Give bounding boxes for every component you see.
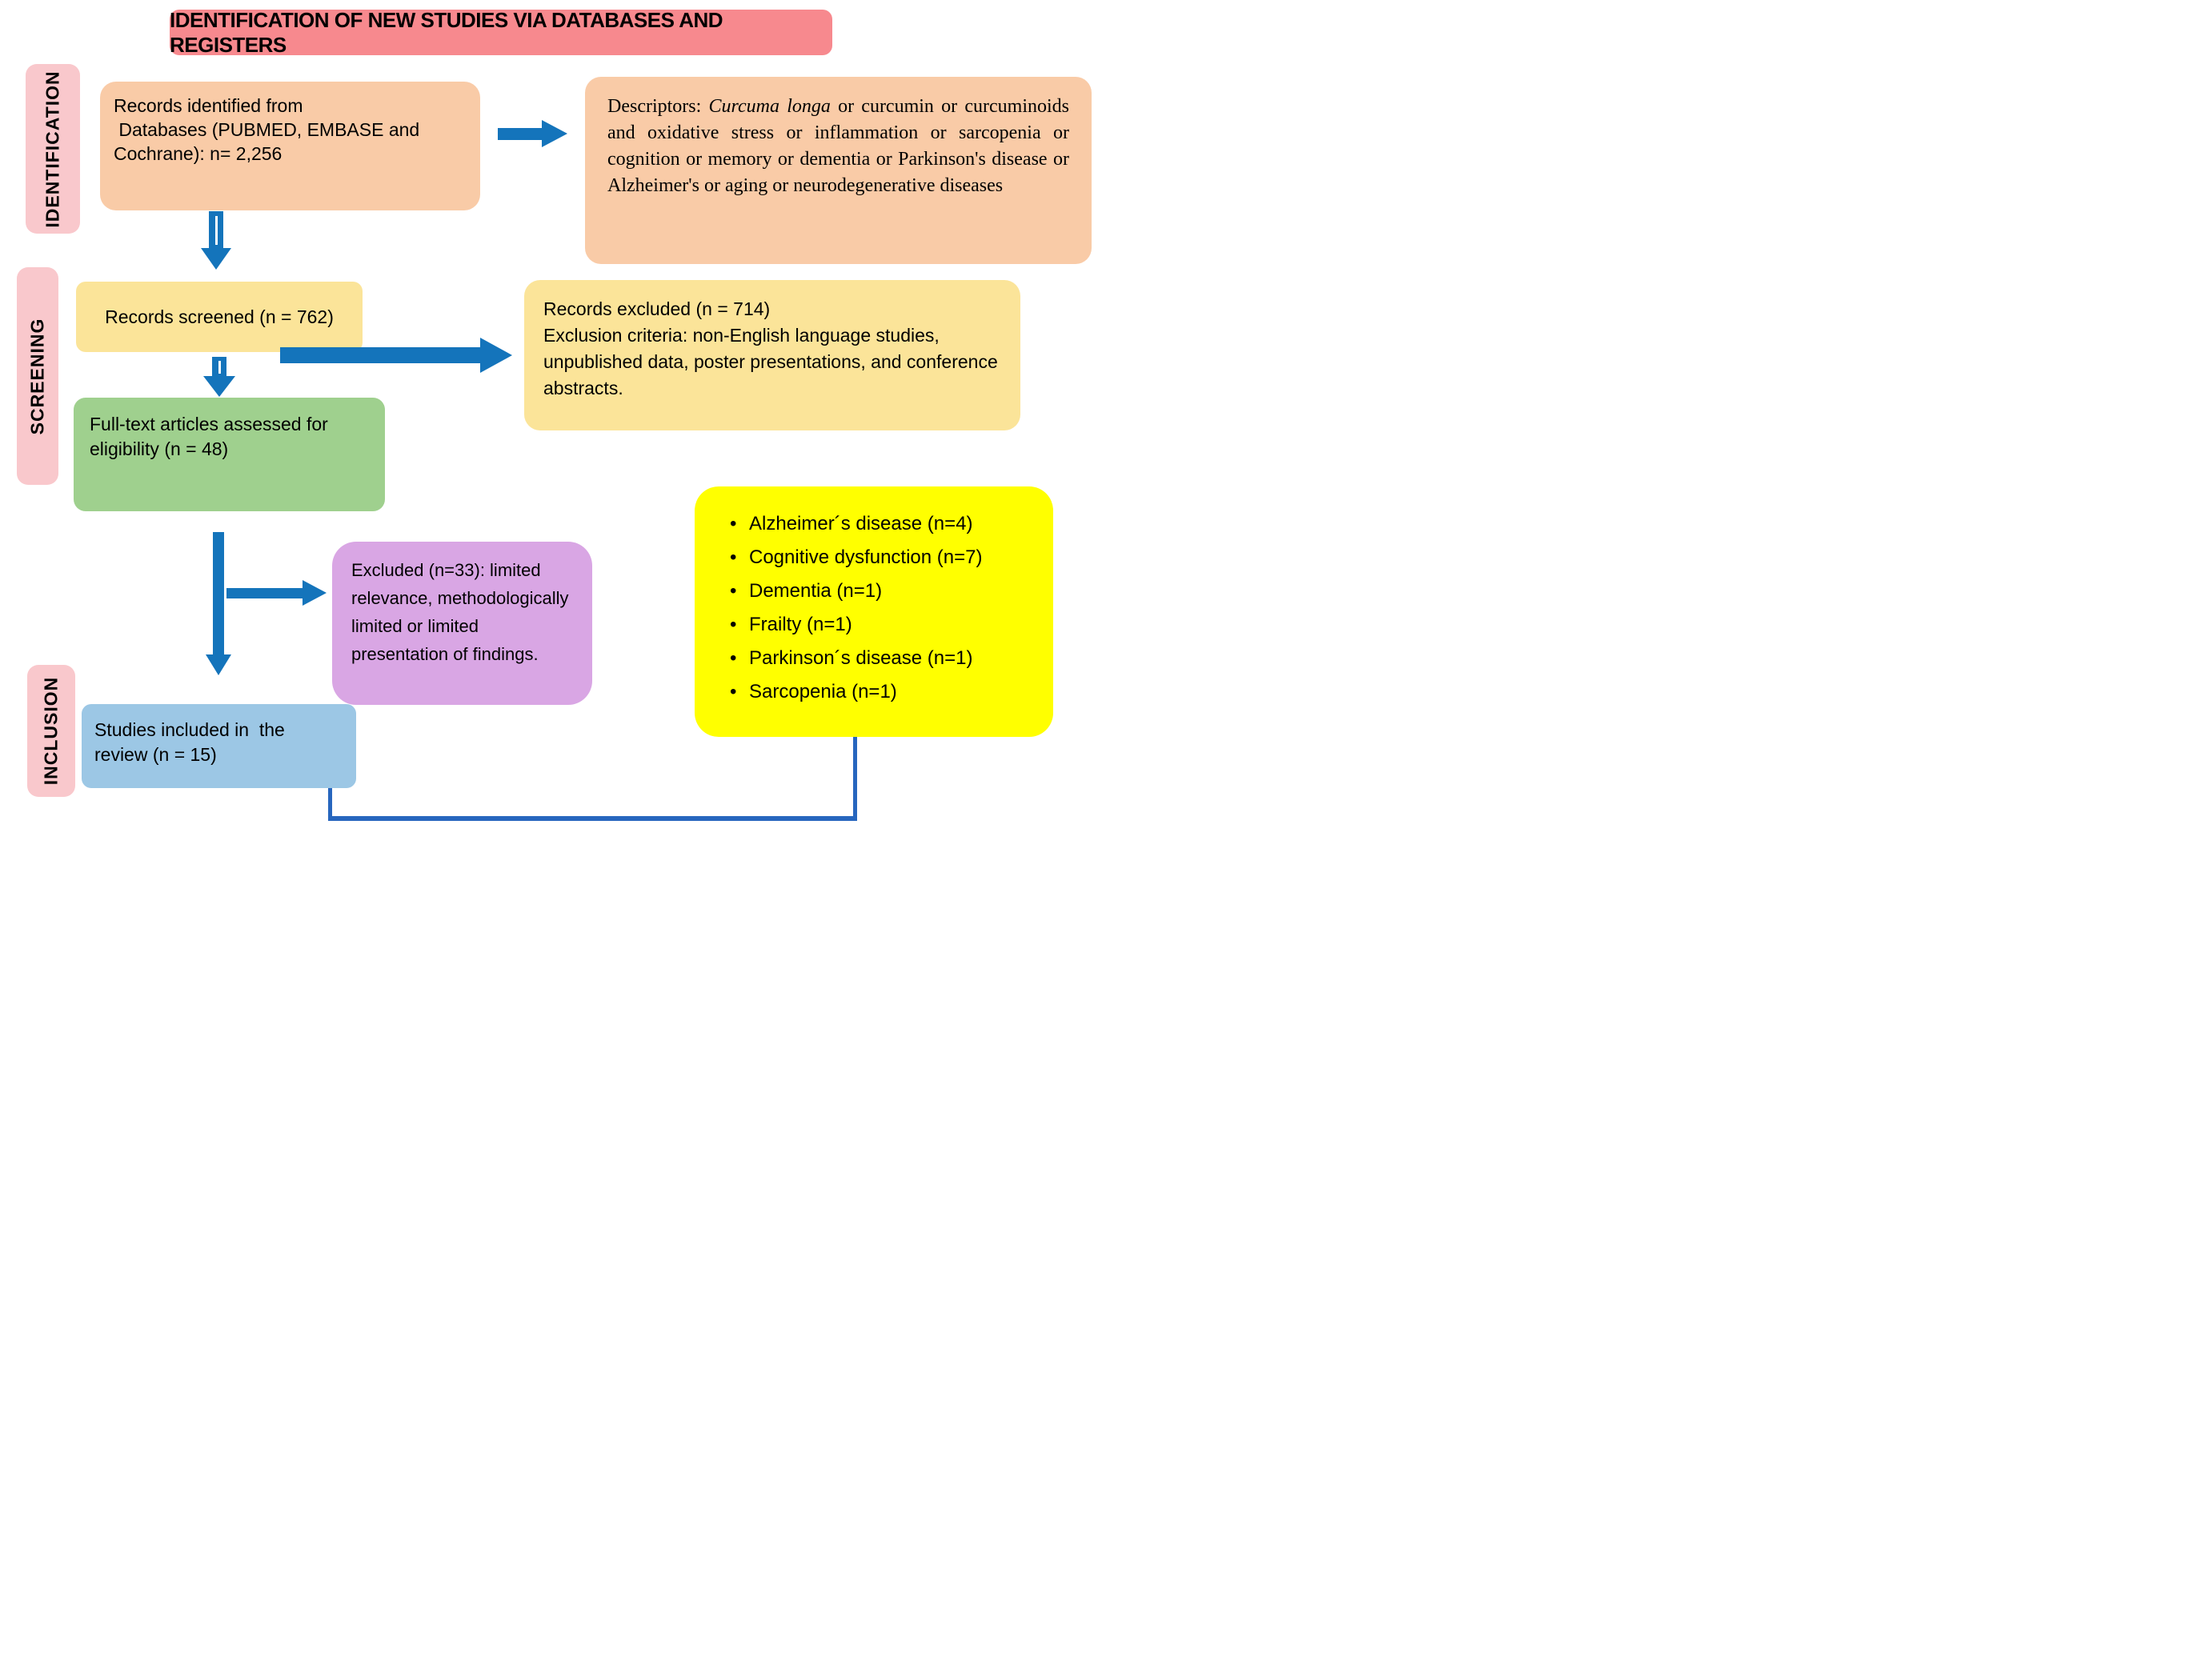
arrow-to-excluded-fulltext-head-icon — [303, 580, 327, 606]
arrow-identified-to-descriptors-head-icon — [542, 120, 567, 147]
stage-label-inclusion — [27, 665, 75, 797]
connector-included-breakdown-left-segment — [328, 788, 332, 820]
stage-label-inclusion-text: INCLUSION — [40, 676, 62, 786]
prisma-flow-diagram — [0, 0, 1106, 830]
arrow-to-records-excluded-head-icon — [480, 338, 512, 373]
stage-label-identification — [26, 64, 80, 234]
full-text-assessed-box: Full-text articles assessed for eligibility (n = 48) — [74, 398, 385, 511]
breakdown-list-item: • Cognitive dysfunction (n=7) — [730, 541, 1037, 574]
arrow-identified-to-descriptors-shaft — [498, 128, 542, 140]
connector-included-breakdown-right-segment — [853, 737, 857, 821]
stage-label-screening-text: SCREENING — [26, 318, 48, 434]
records-screened-box: Records screened (n = 762) — [76, 282, 363, 352]
records-excluded-box — [524, 280, 1020, 430]
descriptors-suffix: or curcumin or curcuminoids and oxidative stress or inflammation or sarcopenia or cognition or memory or dementia or Parkinson's disease or Alzheimer's or aging or neurodegenerative diseases — [607, 96, 1069, 196]
breakdown-list-item: • Sarcopenia (n=1) — [730, 675, 1037, 709]
arrow-to-excluded-fulltext-shaft — [226, 588, 303, 598]
arrow-to-records-excluded-shaft — [280, 347, 480, 363]
arrow-fulltext-to-included-head-icon — [206, 654, 231, 675]
included-breakdown-box — [695, 486, 1053, 737]
stage-label-identification-text: IDENTIFICATION — [42, 70, 63, 228]
arrow-fulltext-to-included-shaft — [213, 532, 224, 654]
stage-label-screening — [17, 267, 58, 485]
breakdown-list-item: • Alzheimer´s disease (n=4) — [730, 507, 1037, 541]
descriptors-box — [585, 77, 1092, 264]
breakdown-list-item: • Parkinson´s disease (n=1) — [730, 642, 1037, 675]
arrow-screened-to-fulltext-stripe — [218, 361, 221, 374]
studies-included-box: Studies included in the review (n = 15) — [82, 704, 356, 788]
breakdown-list-item: • Frailty (n=1) — [730, 608, 1037, 642]
excluded-fulltext-box: Excluded (n=33): limited relevance, methodologically limited or limited presentation of findings. — [332, 542, 592, 705]
connector-included-breakdown-bottom-segment — [328, 816, 857, 821]
arrow-screened-to-fulltext-head-icon — [203, 376, 235, 397]
arrow-identified-to-screened-stripe — [215, 216, 218, 245]
records-identified-box: Records identified from Databases (PUBMED, EMBASE and Cochrane): n= 2,256 — [100, 82, 480, 210]
arrow-identified-to-screened-head-icon — [201, 248, 231, 270]
records-excluded-criteria: Exclusion criteria: non-English language studies, unpublished data, poster presentations, and conference abstracts. — [543, 325, 998, 398]
records-excluded-count: Records excluded (n = 714) — [543, 298, 771, 319]
descriptors-prefix: Descriptors: — [607, 96, 709, 117]
descriptors-italic-term: Curcuma longa — [708, 96, 831, 117]
breakdown-list-item: • Dementia (n=1) — [730, 574, 1037, 608]
title-banner: IDENTIFICATION OF NEW STUDIES VIA DATABASES AND REGISTERS — [170, 10, 832, 55]
